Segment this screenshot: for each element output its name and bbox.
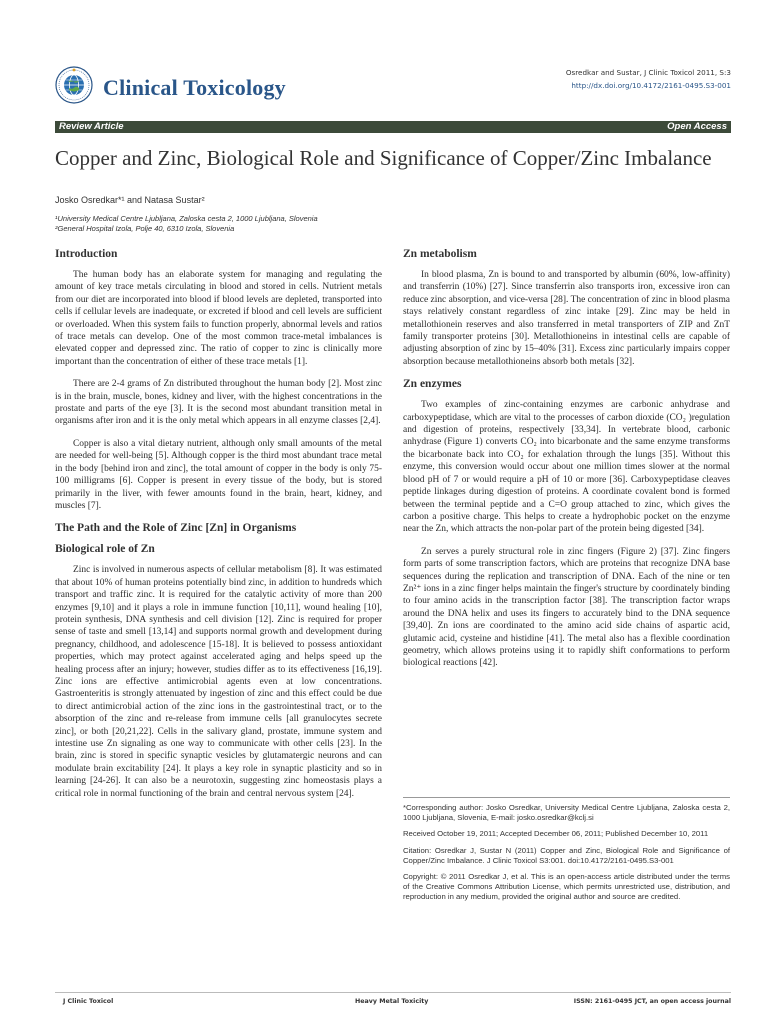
paragraph: Copper is also a vital dietary nutrient, although only small amounts of the metal are needed for well-being [5]. Although copper is the third most abundant trace metal in the body [behind iron and zinc], the total amount of copper in the body is only 75-100 milligrams [6]. Copper is present in every tissue of the body, but is stored primarily in the liver, with fewer amounts found in the brain, heart, kidney, and muscles [7]. xyxy=(55,438,382,511)
affiliation-2: ²General Hospital Izola, Polje 40, 6310 Izola, Slovenia xyxy=(55,224,235,233)
journal-title: Clinical Toxicology xyxy=(103,75,286,100)
open-access-label: Open Access xyxy=(667,121,727,132)
right-column xyxy=(403,248,730,680)
footer-issn: ISSN: 2161-0495 JCT, an open access journal xyxy=(573,998,731,1005)
corresponding-author: *Corresponding author: Josko Osredkar, University Medical Centre Ljubljana, Zaloska cesta 2, 1000 Ljubljana, Slovenia, E-mail: josko.osredkar@kclj.si xyxy=(403,803,730,823)
copyright-note: Copyright: © 2011 Osredkar J, et al. This is an open-access article distributed under the terms of the Creative Commons Attribution License, which permits unrestricted use, distribution, and reproduction in any medium, provided the original author and source are credited. xyxy=(403,872,730,902)
subsection-heading-zn-metabolism: Zn metabolism xyxy=(403,248,477,260)
paragraph: Two examples of zinc-containing enzymes are carbonic anhydrase and carboxypeptidase, which are vital to the processes of carbon dioxide (CO₂ )regulation and digestion of proteins, respectively [33,34]. In vertebrate blood, carbonic anhydrase (Figure 1) converts CO₂ into bicarbonate and the same enzyme transforms the bicarbonate back into CO₂ for exhalation through the lungs [35]. Without this enzyme, this conversion would occur about one million times slower at the normal blood pH of 7 or would require a pH of 10 or more [36]. Carboxypeptidase cleaves peptide linkages during digestion of proteins. A coordinate covalent bond is formed between the terminal peptide and a C=O group attached to zinc, which gives the carbon a positive charge. This helps to create a hydrophobic pocket on the enzyme near the Zn, which attracts the non-polar part of the protein being digested [34]. xyxy=(403,400,730,535)
footer-journal: J Clinic Toxicol xyxy=(63,998,114,1005)
footer-issue: Heavy Metal Toxicity xyxy=(355,998,429,1005)
article-title: Copper and Zinc, Biological Role and Significance of Copper/Zinc Imbalance xyxy=(55,146,712,170)
paragraph: In blood plasma, Zn is bound to and transported by albumin (60%, low-affinity) and transferrin (10%) [27]. Since transferrin also transports iron, excessive iron can reduce zinc absorption, and vice-versa [28]. The concentration of zinc in blood plasma stays relatively constant regardless of zinc intake [29]. Zinc may be held in metallothionein reserves and also transferred in metal transporters of ZIP and ZnT family transporter proteins [30]. Metallothioneins in intestinal cells are capable of adjusting absorption of zinc by 15–40% [31]. Excess zinc particularly impairs copper absorption because metallothioneins absorb both metals [32]. xyxy=(403,270,730,367)
article-type-band xyxy=(55,121,731,133)
article-type-label: Review Article xyxy=(59,121,124,132)
subsection-heading-zn-enzymes: Zn enzymes xyxy=(403,378,462,391)
paragraph: Zn serves a purely structural role in zinc fingers (Figure 2) [37]. Zinc fingers form parts of some transcription factors, which are proteins that recognize DNA base sequences during the replication and transcription of DNA. Each of the nine or ten Zn²⁺ ions in a zinc finger helps maintain the finger's structure by coordinately binding to four amino acids in the transcription factor [38]. The transcription factor wraps around the DNA helix and uses its fingers to accurately bind to the DNA sequence [39,40]. Zn ions are coordinated to the amino acid side chains of aspartic acid, glutamic acid, cysteine and histidine [41]. The metal also has a flexible coordination geometry, which allows proteins using it to rapidly shift conformations to perform biological reactions [42]. xyxy=(403,546,730,669)
doi-link[interactable]: http://dx.doi.org/10.4172/2161-0495.S3-001 xyxy=(571,81,731,90)
citation-note: Citation: Osredkar J, Sustar N (2011) Copper and Zinc, Biological Role and Significance of Copper/Zinc Imbalance. J Clinic Toxicol S3:001. doi:10.4172/2161-0495.S3-001 xyxy=(403,845,730,865)
footnote-box xyxy=(403,797,730,909)
citation-line: Osredkar and Sustar, J Clinic Toxicol 2011, S:3 xyxy=(565,68,731,77)
globe-seal-icon xyxy=(55,66,93,104)
subsection-heading-biological-role: Biological role of Zn xyxy=(55,543,155,556)
paragraph: There are 2-4 grams of Zn distributed throughout the human body [2]. Most zinc is in the brain, muscle, bones, kidney and liver, with the highest concentrations in the prostate and parts of the eye [3]. It is the second most abundant transition metal in organisms after iron and it is the only metal which appears in all enzyme classes [2,4]. xyxy=(55,379,382,427)
affiliation-1: ¹University Medical Centre Ljubljana, Zaloska cesta 2, 1000 Ljubljana, Slovenia xyxy=(55,214,318,223)
section-heading-introduction: Introduction xyxy=(55,248,118,260)
author-list: Josko Osredkar*¹ and Natasa Sustar² xyxy=(55,195,205,205)
page-footer xyxy=(55,992,731,1006)
left-column xyxy=(55,248,382,810)
paragraph: The human body has an elaborate system for managing and regulating the amount of key trace metals circulating in blood and stored in cells. Nutrient metals from our diet are incorporated into blood if blood levels are depleted, transported into cells if cellular levels are inadequate, or excreted if blood and cell levels are sufficient or overloaded. When this system fails to function properly, abnormal levels and ratios of trace metals can develop. One of the most common trace-metal imbalances is elevated copper and depressed zinc. The ratio of copper to zinc is clinically more important than the concentration of either of these trace metals [1]. xyxy=(55,270,382,367)
journal-header xyxy=(55,62,731,112)
paragraph: Zinc is involved in numerous aspects of cellular metabolism [8]. It was estimated that about 10% of human proteins potentially bind zinc, in addition to hundreds which transport and traffic zinc. It is required for the catalytic activity of more than 200 enzymes [9,10] and it plays a role in immune function [10,11], wound healing [10], protein synthesis, DNA synthesis and cell division [12]. Zinc is required for proper sense of taste and smell [13,14] and supports normal growth and development during pregnancy, childhood, and adolescence [15-18]. It is believed to possess antioxidant properties, which may protect against accelerated aging and helps speed up the healing process after an injury; however, studies differ as to its effectiveness [16,19]. Zinc ions are effective antimicrobial agents even at low concentrations. Gastroenteritis is strongly attenuated by ingestion of zinc and this effect could be due to direct antimicrobial action of the zinc ions in the gastrointestinal tract, or to the absorption of the zinc and re-release from immune cells [all granulocytes secrete zinc], or both [20,21,22]. Cells in the salivary gland, prostate, immune system and intestine use Zn signaling as one way to communicate with other cells [23]. In the brain, zinc is stored in specific synaptic vesicles by glutamatergic neurons and can modulate brain excitability [24]. It plays a key role in synaptic plasticity and so in learning [24-26]. It can also be a neurotoxin, suggesting zinc homeostasis plays a critical role in normal functioning of the brain and central nervous system [24]. xyxy=(55,565,382,799)
article-dates: Received October 19, 2011; Accepted December 06, 2011; Published December 10, 2011 xyxy=(403,829,709,839)
section-heading-zinc-path: The Path and the Role of Zinc [Zn] in Organisms xyxy=(55,522,297,535)
